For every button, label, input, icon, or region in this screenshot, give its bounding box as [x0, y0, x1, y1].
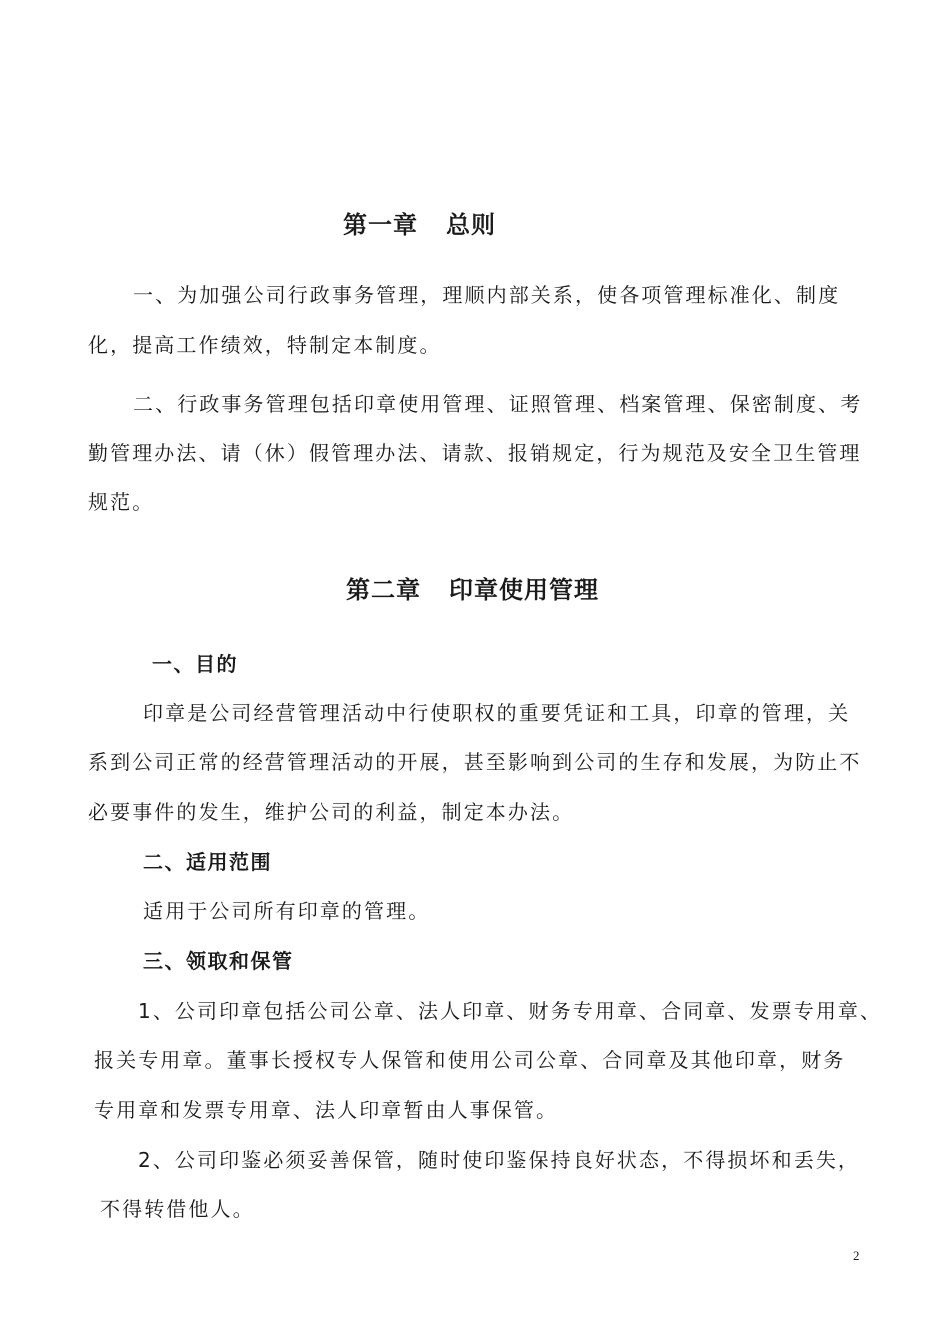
paragraph-line: 必要事件的发生，维护公司的利益，制定本办法。 [88, 800, 575, 824]
page-number: 2 [853, 1248, 860, 1263]
section-heading: 三、领取和保管 [143, 949, 294, 973]
paragraph-line: 印章是公司经营管理活动中行使职权的重要凭证和工具，印章的管理，关 [143, 701, 851, 725]
paragraph-line: 系到公司正常的经营管理活动的开展，甚至影响到公司的生存和发展，为防止不 [88, 750, 862, 774]
section-heading: 二、适用范围 [143, 850, 272, 874]
paragraph-line: 专用章和发票专用章、法人印章暂由人事保管。 [94, 1098, 559, 1122]
paragraph-line: 2、公司印鉴必须妥善保管，随时使印鉴保持良好状态，不得损坏和丢失， [138, 1148, 861, 1172]
paragraph-line: 1、公司印章包括公司公章、法人印章、财务专用章、合同章、发票专用章、 [138, 999, 883, 1023]
paragraph-line: 适用于公司所有印章的管理。 [143, 899, 431, 923]
paragraph-line: 不得转借他人。 [100, 1197, 255, 1221]
paragraph-line: 规范。 [88, 490, 155, 514]
chapter-1-title [343, 205, 496, 240]
paragraph-line: 报关专用章。董事长授权专人保管和使用公司公章、合同章及其他印章，财务 [94, 1048, 846, 1072]
chapter-1-name: 总则 [446, 211, 496, 239]
chapter-2-title [346, 570, 599, 605]
chapter-2-number: 第二章 [346, 576, 421, 604]
paragraph-line: 勤管理办法、请（休）假管理办法、请款、报销规定，行为规范及安全卫生管理 [88, 441, 862, 465]
paragraph-line: 一、为加强公司行政事务管理，理顺内部关系，使各项管理标准化、制度 [133, 283, 841, 307]
chapter-2-name: 印章使用管理 [449, 576, 599, 604]
chapter-1-number: 第一章 [343, 211, 418, 239]
paragraph-line: 化，提高工作绩效，特制定本制度。 [88, 333, 442, 357]
paragraph-line: 二、行政事务管理包括印章使用管理、证照管理、档案管理、保密制度、考 [133, 392, 863, 416]
section-heading: 一、目的 [152, 652, 238, 676]
